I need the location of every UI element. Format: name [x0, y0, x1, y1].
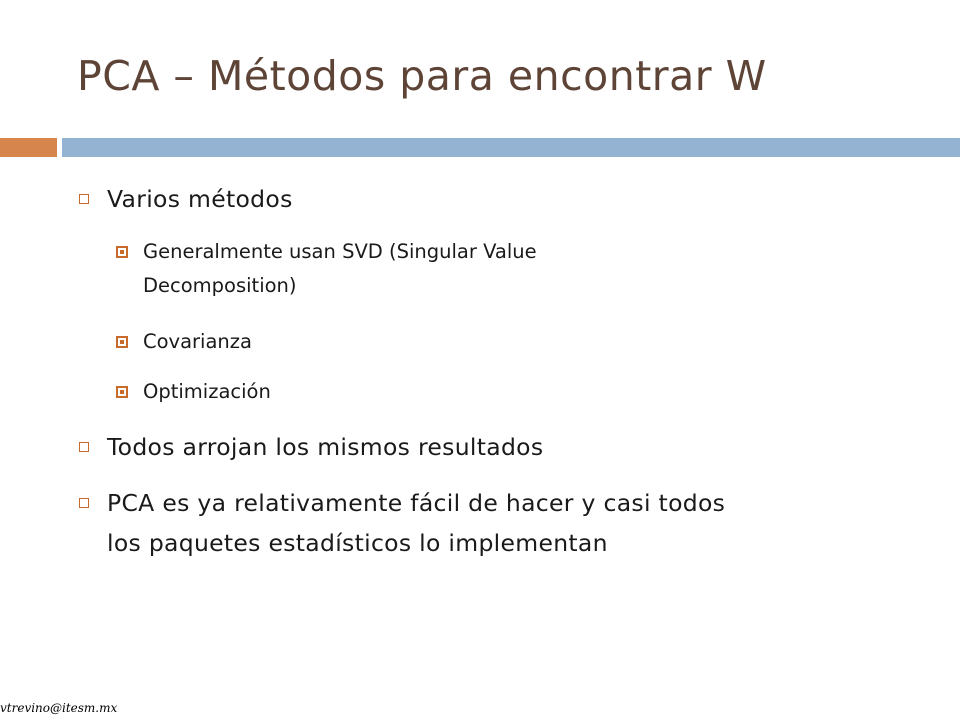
- bullet-item: [107, 427, 543, 467]
- footer-email: vtrevino@itesm.mx: [0, 701, 118, 715]
- sub-bullet-item: [143, 325, 252, 359]
- sub-bullet-item: [143, 375, 271, 409]
- square-bullet-icon: [79, 194, 89, 204]
- sub-bullet-text: Optimización: [143, 380, 271, 403]
- square-bullet-icon: [79, 442, 89, 452]
- filled-square-bullet-icon: [116, 246, 128, 258]
- bullet-text: Todos arrojan los mismos resultados: [107, 433, 544, 461]
- filled-square-bullet-icon: [116, 386, 128, 398]
- square-bullet-icon: [79, 498, 89, 508]
- bullet-text: PCA es ya relativamente fácil de hacer y casi todos: [107, 489, 726, 517]
- sub-bullet-text: Generalmente usan SVD (Singular Value: [143, 240, 537, 263]
- slide-title: PCA – Métodos para encontrar W: [77, 52, 767, 100]
- sub-bullet-text-continued: Decomposition): [143, 274, 297, 297]
- bullet-item: [107, 483, 725, 563]
- bullet-text: Varios métodos: [107, 185, 293, 213]
- sub-bullet-text: Covarianza: [143, 330, 252, 353]
- sub-bullet-item: [143, 235, 537, 303]
- filled-square-bullet-icon: [116, 336, 128, 348]
- bullet-item: [107, 179, 293, 219]
- bullet-text-continued: los paquetes estadísticos lo implementan: [107, 529, 608, 557]
